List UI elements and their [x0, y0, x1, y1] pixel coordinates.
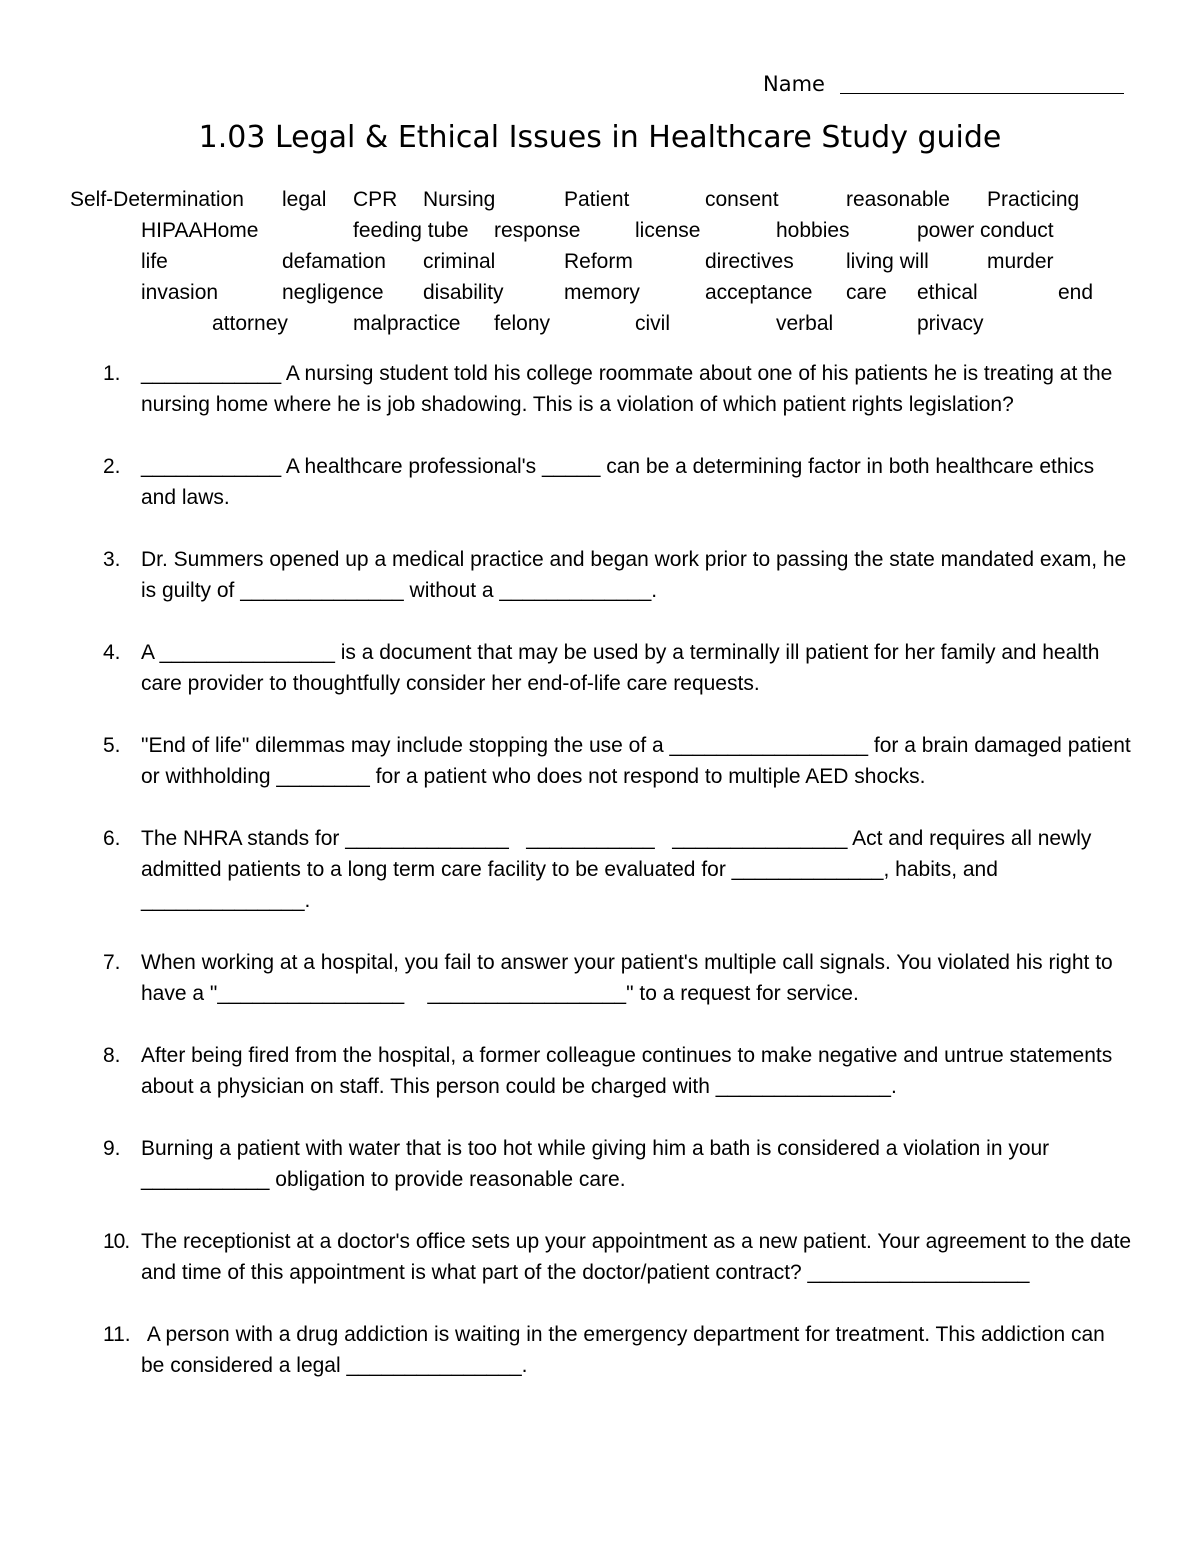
question-8: [103, 1040, 1133, 1102]
word-bank-item: defamation: [282, 250, 386, 273]
word-bank-item: attorney: [212, 312, 288, 335]
word-bank-item: living will: [846, 250, 929, 273]
question-6: [103, 823, 1133, 916]
question-number: 5.: [103, 734, 121, 757]
question-number: 4.: [103, 641, 121, 664]
word-bank-item: malpractice: [353, 312, 461, 335]
word-bank-row-1: [70, 184, 1130, 215]
question-5: [103, 730, 1133, 792]
word-bank-row-2: [70, 215, 1130, 246]
word-bank-item: Nursing: [423, 188, 496, 211]
word-bank-item: end: [1058, 281, 1094, 304]
question-text: Dr. Summers opened up a medical practice and began work prior to passing the state mandated exam, he is guilty of ______________ without a _____________.: [141, 548, 1127, 602]
question-number: 1.: [103, 362, 121, 385]
question-3: [103, 544, 1133, 606]
question-10: [103, 1226, 1133, 1288]
word-bank-item: criminal: [423, 250, 496, 273]
word-bank-item: HIPAAHome: [141, 219, 259, 242]
question-text: After being fired from the hospital, a former colleague continues to make negative and untrue statements about a physician on staff. This person could be charged with _______________.: [141, 1044, 1113, 1098]
word-bank-item: Practicing: [987, 188, 1080, 211]
question-number: 2.: [103, 455, 121, 478]
word-bank-item: memory: [564, 281, 640, 304]
word-bank-item: acceptance: [705, 281, 813, 304]
question-2: [103, 451, 1133, 513]
name-field: [763, 72, 1124, 96]
question-text: ____________ A nursing student told his college roommate about one of his patients he is treating at the nursing home where he is job shadowing. This is a violation of which patient rights legislation?: [141, 362, 1113, 416]
word-bank-item: Self-Determination: [70, 188, 244, 211]
word-bank-item: civil: [635, 312, 670, 335]
word-bank-item: response: [494, 219, 581, 242]
question-number: 7.: [103, 951, 121, 974]
question-text: A _______________ is a document that may be used by a terminally ill patient for her family and health care provider to thoughtfully consider her end-of-life care requests.: [141, 641, 1100, 695]
word-bank-item: invasion: [141, 281, 219, 304]
question-number: 8.: [103, 1044, 121, 1067]
word-bank-item: verbal: [776, 312, 834, 335]
word-bank-item: felony: [494, 312, 551, 335]
page-title: 1.03 Legal & Ethical Issues in Healthcare Study guide: [198, 120, 1002, 155]
question-number: 9.: [103, 1137, 121, 1160]
word-bank-item: care: [846, 281, 887, 304]
word-bank-item: disability: [423, 281, 504, 304]
word-bank-item: reasonable: [846, 188, 950, 211]
question-1: [103, 358, 1133, 420]
question-number: 10.: [103, 1230, 130, 1253]
word-bank-item: life: [141, 250, 168, 273]
question-7: [103, 947, 1133, 1009]
word-bank-item: legal: [282, 188, 327, 211]
word-bank-item: feeding tube: [353, 219, 469, 242]
word-bank-row-5: [70, 308, 1130, 339]
question-9: [103, 1133, 1133, 1195]
word-bank-item: privacy: [917, 312, 984, 335]
word-bank-item: CPR: [353, 188, 398, 211]
word-bank-item: directives: [705, 250, 794, 273]
word-bank-row-3: [70, 246, 1130, 277]
question-4: [103, 637, 1133, 699]
question-text: ____________ A healthcare professional's _____ can be a determining factor in both healthcare ethics and laws.: [141, 455, 1095, 509]
question-text: "End of life" dilemmas may include stopping the use of a _________________ for a brain damaged patient or withholding ________ for a patient who does not respond to multiple AED shocks.: [141, 734, 1131, 788]
question-text: Burning a patient with water that is too hot while giving him a bath is considered a violation in your ___________ obligation to provide reasonable care.: [141, 1137, 1050, 1191]
question-list: [103, 358, 1133, 1412]
question-text: A person with a drug addiction is waiting in the emergency department for treatment. This addiction can be considered a legal _______________.: [141, 1323, 1111, 1377]
word-bank-item: Patient: [564, 188, 630, 211]
word-bank-item: Reform: [564, 250, 633, 273]
word-bank-item: ethical: [917, 281, 978, 304]
question-number: 6.: [103, 827, 121, 850]
word-bank-item: license: [635, 219, 701, 242]
word-bank-item: power conduct: [917, 219, 1054, 242]
word-bank: [70, 184, 1130, 339]
word-bank-item: murder: [987, 250, 1054, 273]
question-11: [103, 1319, 1133, 1381]
question-text: The receptionist at a doctor's office sets up your appointment as a new patient. Your agreement to the date and time of this appointment is what part of the doctor/patient contract? ___________________: [141, 1230, 1132, 1284]
word-bank-item: consent: [705, 188, 779, 211]
word-bank-item: negligence: [282, 281, 384, 304]
question-text: When working at a hospital, you fail to answer your patient's multiple call signals. You violated his right to have a "________________ _________________" to a request for service.: [141, 951, 1119, 1005]
question-number: 11.: [103, 1323, 131, 1346]
name-label: Name: [763, 72, 825, 96]
question-text: The NHRA stands for ______________ ___________ _______________ Act and requires all newly admitted patients to a long term care facility to be evaluated for _____________, habits, and ______________.: [141, 827, 1098, 912]
word-bank-row-4: [70, 277, 1130, 308]
word-bank-item: hobbies: [776, 219, 850, 242]
question-number: 3.: [103, 548, 121, 571]
name-blank[interactable]: [840, 73, 1124, 94]
